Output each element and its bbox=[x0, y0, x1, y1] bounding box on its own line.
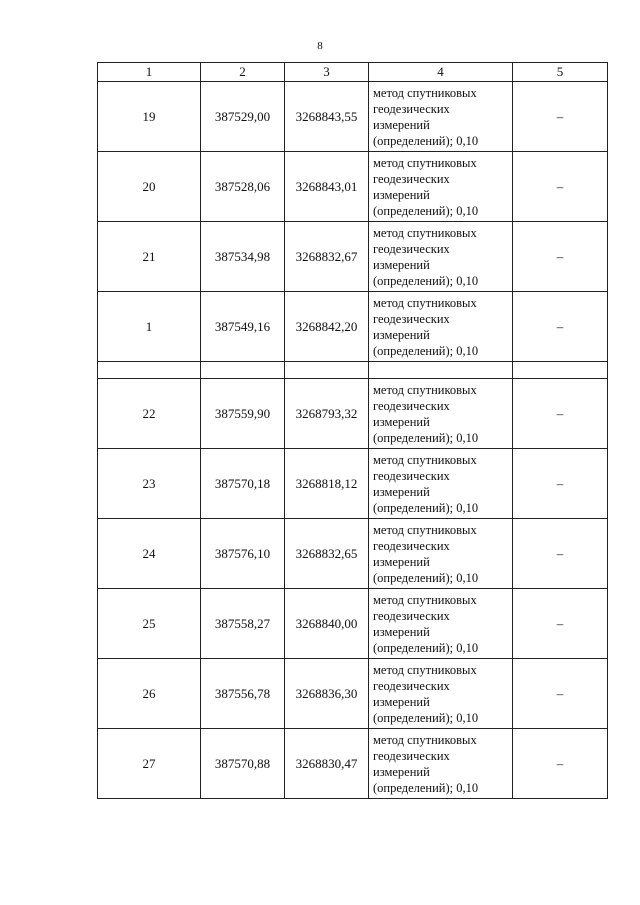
header-cell-5: 5 bbox=[513, 63, 608, 82]
empty-cell bbox=[98, 362, 201, 379]
point-cell: 20 bbox=[98, 152, 201, 222]
note-cell: – bbox=[513, 449, 608, 519]
coordinates-table bbox=[97, 62, 608, 799]
empty-cell bbox=[369, 362, 513, 379]
point-cell: 24 bbox=[98, 519, 201, 589]
table-row bbox=[98, 379, 608, 449]
point-cell: 25 bbox=[98, 589, 201, 659]
table-row bbox=[98, 589, 608, 659]
point-cell: 22 bbox=[98, 379, 201, 449]
method-cell: метод спутниковых геодезических измерений (определений); 0,10 bbox=[369, 379, 513, 449]
y-coordinate-cell: 3268818,12 bbox=[285, 449, 369, 519]
point-cell: 21 bbox=[98, 222, 201, 292]
table-row bbox=[98, 449, 608, 519]
empty-cell bbox=[513, 362, 608, 379]
y-coordinate-cell: 3268832,65 bbox=[285, 519, 369, 589]
x-coordinate-cell: 387558,27 bbox=[201, 589, 285, 659]
note-cell: – bbox=[513, 659, 608, 729]
table-row bbox=[98, 82, 608, 152]
note-cell: – bbox=[513, 519, 608, 589]
point-cell: 26 bbox=[98, 659, 201, 729]
table-row bbox=[98, 152, 608, 222]
table-row bbox=[98, 292, 608, 362]
header-cell-1: 1 bbox=[98, 63, 201, 82]
point-cell: 27 bbox=[98, 729, 201, 799]
method-cell: метод спутниковых геодезических измерений (определений); 0,10 bbox=[369, 152, 513, 222]
y-coordinate-cell: 3268830,47 bbox=[285, 729, 369, 799]
empty-cell bbox=[285, 362, 369, 379]
header-cell-4: 4 bbox=[369, 63, 513, 82]
note-cell: – bbox=[513, 589, 608, 659]
y-coordinate-cell: 3268843,55 bbox=[285, 82, 369, 152]
x-coordinate-cell: 387549,16 bbox=[201, 292, 285, 362]
x-coordinate-cell: 387528,06 bbox=[201, 152, 285, 222]
point-cell: 1 bbox=[98, 292, 201, 362]
y-coordinate-cell: 3268836,30 bbox=[285, 659, 369, 729]
table-header-row bbox=[98, 63, 608, 82]
note-cell: – bbox=[513, 82, 608, 152]
y-coordinate-cell: 3268832,67 bbox=[285, 222, 369, 292]
table-separator-row bbox=[98, 362, 608, 379]
method-cell: метод спутниковых геодезических измерений (определений); 0,10 bbox=[369, 82, 513, 152]
x-coordinate-cell: 387570,18 bbox=[201, 449, 285, 519]
x-coordinate-cell: 387570,88 bbox=[201, 729, 285, 799]
x-coordinate-cell: 387529,00 bbox=[201, 82, 285, 152]
y-coordinate-cell: 3268793,32 bbox=[285, 379, 369, 449]
point-cell: 19 bbox=[98, 82, 201, 152]
note-cell: – bbox=[513, 222, 608, 292]
page-number: 8 bbox=[317, 40, 323, 52]
header-cell-2: 2 bbox=[201, 63, 285, 82]
note-cell: – bbox=[513, 729, 608, 799]
x-coordinate-cell: 387534,98 bbox=[201, 222, 285, 292]
table-row bbox=[98, 222, 608, 292]
x-coordinate-cell: 387556,78 bbox=[201, 659, 285, 729]
method-cell: метод спутниковых геодезических измерений (определений); 0,10 bbox=[369, 659, 513, 729]
method-cell: метод спутниковых геодезических измерений (определений); 0,10 bbox=[369, 729, 513, 799]
y-coordinate-cell: 3268840,00 bbox=[285, 589, 369, 659]
method-cell: метод спутниковых геодезических измерений (определений); 0,10 bbox=[369, 449, 513, 519]
table-row bbox=[98, 519, 608, 589]
note-cell: – bbox=[513, 379, 608, 449]
y-coordinate-cell: 3268843,01 bbox=[285, 152, 369, 222]
table-row bbox=[98, 729, 608, 799]
y-coordinate-cell: 3268842,20 bbox=[285, 292, 369, 362]
method-cell: метод спутниковых геодезических измерений (определений); 0,10 bbox=[369, 222, 513, 292]
header-cell-3: 3 bbox=[285, 63, 369, 82]
method-cell: метод спутниковых геодезических измерений (определений); 0,10 bbox=[369, 292, 513, 362]
x-coordinate-cell: 387576,10 bbox=[201, 519, 285, 589]
method-cell: метод спутниковых геодезических измерений (определений); 0,10 bbox=[369, 519, 513, 589]
note-cell: – bbox=[513, 152, 608, 222]
table-row bbox=[98, 659, 608, 729]
method-cell: метод спутниковых геодезических измерений (определений); 0,10 bbox=[369, 589, 513, 659]
point-cell: 23 bbox=[98, 449, 201, 519]
note-cell: – bbox=[513, 292, 608, 362]
empty-cell bbox=[201, 362, 285, 379]
x-coordinate-cell: 387559,90 bbox=[201, 379, 285, 449]
